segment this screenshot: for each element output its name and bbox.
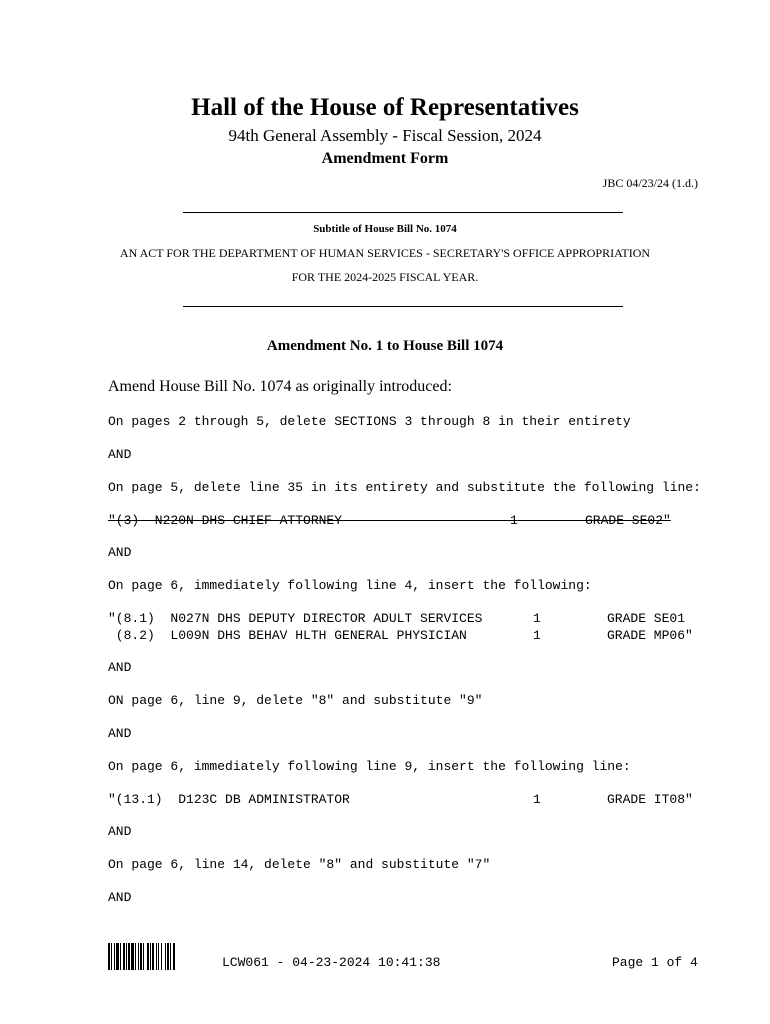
and-separator: AND [108,447,132,462]
jbc-reference: JBC 04/23/24 (1.d.) [602,176,698,190]
act-title-line-1: AN ACT FOR THE DEPARTMENT OF HUMAN SERVICES - SECRETARY'S OFFICE APPROPRIATION [119,246,651,260]
position-description: "(3) N220N DHS CHIEF ATTORNEY [108,513,343,528]
page-title: Hall of the House of Representatives [191,94,579,121]
position-description: "(8.1) N027N DHS DEPUTY DIRECTOR ADULT SERVICES [108,611,483,626]
subtitle-label: Subtitle of House Bill No. 1074 [313,223,457,235]
position-count: 1 [533,792,541,807]
amendment-intro: Amend House Bill No. 1074 as originally introduced: [108,378,452,395]
instruction-line: On page 6, immediately following line 4, insert the following: [108,578,592,593]
barcode-icon [108,943,200,970]
form-name: Amendment Form [321,150,449,167]
position-count: 1 [510,513,518,528]
and-separator: AND [108,726,132,741]
instruction-line: On page 6, immediately following line 9, insert the following line: [108,759,631,774]
instruction-line: ON page 6, line 9, delete "8" and substitute "9" [108,693,483,708]
divider-bottom [183,306,623,307]
session-line: 94th General Assembly - Fiscal Session, 2024 [228,126,542,145]
and-separator: AND [108,824,132,839]
divider-top [183,212,623,213]
instruction-line: On page 6, line 14, delete "8" and substitute "7" [108,857,491,872]
and-separator: AND [108,660,132,675]
strike-line [335,520,510,521]
position-count: 1 [533,628,541,643]
position-description: "(13.1) D123C DB ADMINISTRATOR [108,792,350,807]
footer-page-number: Page 1 of 4 [612,955,698,970]
instruction-line: On pages 2 through 5, delete SECTIONS 3 through 8 in their entirety [108,414,631,429]
position-grade: GRADE IT08" [607,792,693,807]
and-separator: AND [108,545,132,560]
act-title-line-2: FOR THE 2024-2025 FISCAL YEAR. [291,270,479,284]
and-separator: AND [108,890,132,905]
instruction-line: On page 5, delete line 35 in its entirety and substitute the following line: [108,480,701,495]
position-grade: GRADE MP06" [607,628,693,643]
position-grade: GRADE SE02" [585,513,671,528]
position-count: 1 [533,611,541,626]
amendment-heading: Amendment No. 1 to House Bill 1074 [266,338,504,354]
strike-filler [518,520,585,522]
position-grade: GRADE SE01 [607,611,686,626]
footer-document-code: LCW061 - 04-23-2024 10:41:38 [222,955,441,970]
position-description: (8.2) L009N DHS BEHAV HLTH GENERAL PHYSICIAN [108,628,467,643]
